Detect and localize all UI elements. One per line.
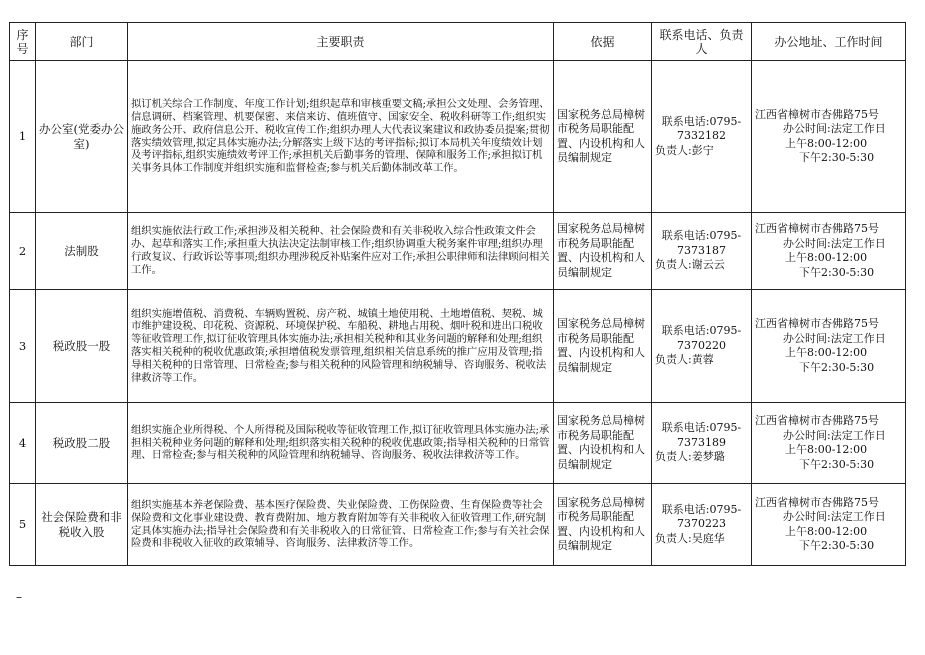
page-mark: – xyxy=(16,590,22,604)
basis-text: 国家税务总局樟树市税务局职能配置、内设机构和人员编制规定 xyxy=(554,484,652,566)
office-address: 江西省樟树市杏佛路75号 xyxy=(755,317,879,330)
contact-phone: 联系电话:0795-7370223 xyxy=(661,502,742,531)
header-duties: 主要职责 xyxy=(128,23,554,61)
contact-person: 负责人:姜梦璐 xyxy=(655,450,725,464)
table-row xyxy=(10,484,906,566)
row-number: 2 xyxy=(10,213,36,290)
table-row xyxy=(10,290,906,403)
contact-person: 负责人:黄蓉 xyxy=(655,353,714,367)
address-cell xyxy=(752,403,906,484)
office-address: 江西省樟树市杏佛路75号 xyxy=(755,414,879,427)
contact-phone: 联系电话:0795-7373189 xyxy=(661,421,742,449)
office-hours-morning: 上午8:00-12:00 xyxy=(785,251,868,264)
office-address: 江西省樟树市杏佛路75号 xyxy=(755,495,879,509)
office-hours-afternoon: 下午2:30-5:30 xyxy=(799,265,875,279)
basis-text: 国家税务总局樟树市税务局职能配置、内设机构和人员编制规定 xyxy=(554,61,652,213)
address-cell xyxy=(752,61,906,213)
address-cell xyxy=(752,484,906,566)
address-cell xyxy=(752,290,906,403)
row-number: 3 xyxy=(10,290,36,403)
header-basis: 依据 xyxy=(554,23,652,61)
basis-text: 国家税务总局樟树市税务局职能配置、内设机构和人员编制规定 xyxy=(554,403,652,484)
address-cell xyxy=(752,213,906,290)
duties-table xyxy=(9,22,906,566)
department-name: 法制股 xyxy=(36,213,128,290)
row-number: 4 xyxy=(10,403,36,484)
department-name: 税政股二股 xyxy=(36,403,128,484)
main-duties: 组织实施依法行政工作;承担涉及相关税种、社会保险费和有关非税收入综合性政策文件会办、起草和落实工作;承担重大执法决定法制审核工作;组织协调重大税务案件审理;组织办理行政复议、行政诉讼等事项;组织办理涉税反补贴案件应对工作;承担公职律师和法律顾问相关工作。 xyxy=(128,213,554,290)
contact-cell xyxy=(652,403,752,484)
office-hours-afternoon: 下午2:30-5:30 xyxy=(799,539,875,552)
main-duties: 组织实施企业所得税、个人所得税及国际税收等征收管理工作,拟订征收管理具体实施办法;承担相关税种业务问题的解释和处理;组织落实相关税种的税收优惠政策;指导相关税种的日常管理、日常检查;参与相关税种的风险管理和纳税辅导、咨询服务、税收法律救济等工作。 xyxy=(128,403,554,484)
contact-phone: 联系电话:0795-7332182 xyxy=(661,114,742,143)
office-hours-label: 办公时间:法定工作日 xyxy=(783,236,886,250)
office-hours-afternoon: 下午2:30-5:30 xyxy=(799,360,875,374)
contact-phone: 联系电话:0795-7370220 xyxy=(661,324,742,352)
header-address: 办公地址、工作时间 xyxy=(752,23,906,61)
main-duties: 组织实施增值税、消费税、车辆购置税、房产税、城镇土地使用税、土地增值税、契税、城市维护建设税、印花税、资源税、环境保护税、车船税、耕地占用税、烟叶税和进出口税收等征收管理工作,拟订征收管理具体实施办法;承担相关税种和其业务问题的解释和处理;组织落实相关税种的税收优惠政策;承担增值税发票管理,组织相关信息系统的推广应用及管理;指导相关税种的日常管理、日常检查;参与相关税种的风险管理和纳税辅导、咨询服务、税收法律救济等工作。 xyxy=(128,290,554,403)
header-no: 序号 xyxy=(10,23,36,61)
table-row xyxy=(10,61,906,213)
office-hours-morning: 上午8:00-12:00 xyxy=(785,136,868,150)
contact-person: 负责人:吴庭华 xyxy=(655,531,725,545)
header-contact: 联系电话、负责人 xyxy=(652,23,752,61)
table-row xyxy=(10,403,906,484)
table-row xyxy=(10,213,906,290)
office-address: 江西省樟树市杏佛路75号 xyxy=(755,222,879,235)
department-name: 办公室(党委办公室) xyxy=(36,61,128,213)
contact-cell xyxy=(652,290,752,403)
office-hours-afternoon: 下午2:30-5:30 xyxy=(799,151,875,164)
department-name: 税政股一股 xyxy=(36,290,128,403)
office-hours-label: 办公时间:法定工作日 xyxy=(783,122,886,135)
main-duties: 拟订机关综合工作制度、年度工作计划;组织起草和审核重要文稿;承担公文处理、会务管理、信息调研、档案管理、机要保密、来信来访、值班值守、国家安全、税收科研等工作;组织实施政务公开、政府信息公开、税收宣传工作;组织办理人大代表议案建议和政协委员提案;贯彻落实绩效管理,拟定具体实施办法;分解落实上级下达的考评指标;拟订本局机关年度绩效计划及考评指标,组织实施绩效考评工作;承担机关后勤事务的管理、保障和服务工作;承担拟订机关事务具体工作制度并组织实施和监督检查;参与机关后勤体制改革工作。 xyxy=(128,61,554,213)
header-dept: 部门 xyxy=(36,23,128,61)
basis-text: 国家税务总局樟树市税务局职能配置、内设机构和人员编制规定 xyxy=(554,290,652,403)
contact-cell xyxy=(652,213,752,290)
office-hours-morning: 上午8:00-12:00 xyxy=(785,524,868,538)
header-row xyxy=(10,23,906,61)
office-hours-label: 办公时间:法定工作日 xyxy=(783,428,886,442)
basis-text: 国家税务总局樟树市税务局职能配置、内设机构和人员编制规定 xyxy=(554,213,652,290)
contact-person: 负责人:彭宁 xyxy=(655,143,714,157)
row-number: 1 xyxy=(10,61,36,213)
office-address: 江西省樟树市杏佛路75号 xyxy=(755,107,879,121)
contact-cell xyxy=(652,61,752,213)
office-hours-morning: 上午8:00-12:00 xyxy=(785,346,868,359)
row-number: 5 xyxy=(10,484,36,566)
office-hours-label: 办公时间:法定工作日 xyxy=(783,331,886,345)
contact-cell xyxy=(652,484,752,566)
contact-person: 负责人:谢云云 xyxy=(655,258,725,272)
office-hours-afternoon: 下午2:30-5:30 xyxy=(799,457,875,471)
department-name: 社会保险费和非税收入股 xyxy=(36,484,128,566)
office-hours-label: 办公时间:法定工作日 xyxy=(783,510,886,523)
office-hours-morning: 上午8:00-12:00 xyxy=(785,443,868,456)
main-duties: 组织实施基本养老保险费、基本医疗保险费、失业保险费、工伤保险费、生育保险费等社会保险费和文化事业建设费、教育费附加、地方教育附加等有关非税收入征收管理工作,研究制定具体实施办法;指导社会保险费和有关非税收入的日常征管、日常检查工作;参与有关社会保险费和非税收入征收的政策辅导、咨询服务、法律救济等工作。 xyxy=(128,484,554,566)
contact-phone: 联系电话:0795-7373187 xyxy=(661,229,742,257)
